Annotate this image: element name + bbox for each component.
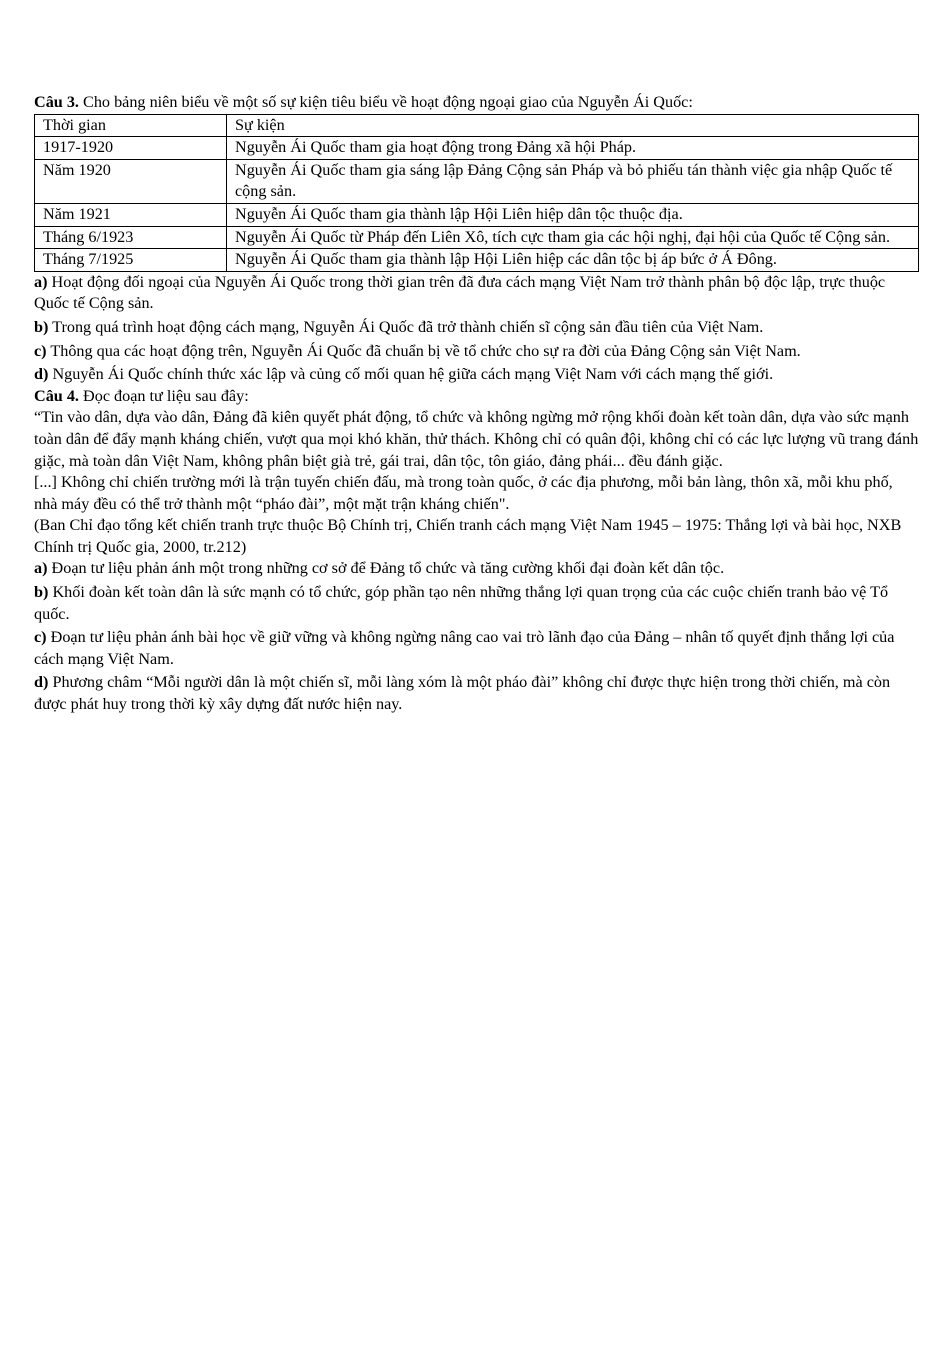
- question-3-label: Câu 3.: [34, 93, 79, 111]
- question-3-option-d: [34, 364, 920, 386]
- question-4-option-a: [34, 558, 920, 580]
- question-4-option-c: [34, 627, 920, 670]
- table-cell-time: 1917-1920: [35, 137, 227, 160]
- quote-source: (Ban Chỉ đạo tổng kết chiến tranh trực thuộc Bộ Chính trị, Chiến tranh cách mạng Việt Nam 1945 – 1975: Thắng lợi và bài học, NXB Chính trị Quốc gia, 2000, tr.212): [34, 516, 902, 556]
- option-label: a): [34, 559, 48, 578]
- option-text: Khối đoàn kết toàn dân là sức mạnh có tổ chức, góp phần tạo nên những thắng lợi quan trọng của các cuộc chiến tranh bảo vệ Tổ quốc.: [34, 583, 889, 623]
- table-row: [35, 137, 919, 160]
- question-3-option-a: [34, 272, 920, 315]
- question-4-option-b: [34, 582, 920, 625]
- table-header-time: Thời gian: [35, 114, 227, 137]
- table-cell-event: Nguyễn Ái Quốc tham gia thành lập Hội Liên hiệp dân tộc thuộc địa.: [227, 203, 919, 226]
- option-text: Phương châm “Mỗi người dân là một chiến sĩ, mỗi làng xóm là một pháo đài” không chỉ được thực hiện trong thời chiến, mà còn được phát huy trong thời kỳ xây dựng đất nước hiện nay.: [34, 673, 891, 714]
- table-cell-event: Nguyễn Ái Quốc tham gia sáng lập Đảng Cộng sản Pháp và bỏ phiếu tán thành việc gia nhập Quốc tế cộng sản.: [227, 159, 919, 203]
- option-text: Đoạn tư liệu phản ánh một trong những cơ sở để Đảng tổ chức và tăng cường khối đại đoàn kết dân tộc.: [47, 559, 725, 578]
- option-text: Trong quá trình hoạt động cách mạng, Nguyễn Ái Quốc đã trở thành chiến sĩ cộng sản đầu tiên của Việt Nam.: [48, 317, 764, 336]
- question-4-heading: [34, 386, 920, 408]
- table-cell-event: Nguyễn Ái Quốc tham gia hoạt động trong Đảng xã hội Pháp.: [227, 137, 919, 160]
- option-label: a): [34, 272, 48, 291]
- table-row: [35, 249, 919, 272]
- chronology-table: [34, 114, 919, 272]
- question-3-option-c: [34, 341, 920, 363]
- option-text: Nguyễn Ái Quốc chính thức xác lập và củng cố mối quan hệ giữa cách mạng Việt Nam với cách mạng thế giới.: [48, 365, 774, 384]
- option-text: Hoạt động đối ngoại của Nguyễn Ái Quốc trong thời gian trên đã đưa cách mạng Việt Nam trở thành phân bộ độc lập, trực thuộc Quốc tế Cộng sản.: [34, 272, 886, 313]
- question-3-option-b: [34, 317, 920, 339]
- table-row: [35, 159, 919, 203]
- table-header-event: Sự kiện: [227, 114, 919, 137]
- table-cell-time: Năm 1920: [35, 159, 227, 203]
- table-row: [35, 203, 919, 226]
- question-4-intro: Đọc đoạn tư liệu sau đây:: [78, 386, 249, 405]
- table-cell-time: Tháng 7/1925: [35, 249, 227, 272]
- table-header-row: [35, 114, 919, 137]
- option-text: Thông qua các hoạt động trên, Nguyễn Ái Quốc đã chuẩn bị về tổ chức cho sự ra đời của Đảng Cộng sản Việt Nam.: [46, 341, 801, 360]
- quote-paragraph-1: “Tin vào dân, dựa vào dân, Đảng đã kiên quyết phát động, tổ chức và không ngừng mở rộng khối đoàn kết toàn dân, dựa vào sức mạnh toàn dân để đẩy mạnh kháng chiến, vượt qua mọi khó khăn, thử thách. Không chỉ có quân đội, không chỉ có các lực lượng vũ trang đánh giặc, mà toàn dân Việt Nam, không phân biệt già trẻ, gái trai, dân tộc, tôn giáo, đảng phái... đều đánh giặc.: [34, 408, 919, 470]
- option-label: d): [34, 673, 49, 692]
- table-cell-time: Tháng 6/1923: [35, 226, 227, 249]
- option-label: b): [34, 317, 49, 336]
- option-text: Đoạn tư liệu phản ánh bài học về giữ vững và không ngừng nâng cao vai trò lãnh đạo của Đảng – nhân tố quyết định thắng lợi của cách mạng Việt Nam.: [34, 628, 895, 668]
- option-label: c): [34, 628, 47, 647]
- table-row: [35, 226, 919, 249]
- table-cell-time: Năm 1921: [35, 203, 227, 226]
- quote-paragraph-2: [...] Không chỉ chiến trường mới là trận tuyến chiến đấu, mà trong toàn quốc, ở các địa phương, mỗi bản làng, thôn xã, mỗi khu phố, nhà máy đều có thể trở thành một “pháo đài”, một mặt trận kháng chiến".: [34, 473, 893, 513]
- question-4-label: Câu 4.: [34, 386, 79, 405]
- question-4-option-d: [34, 672, 920, 715]
- question-3-heading: [34, 92, 920, 114]
- option-label: c): [34, 341, 47, 360]
- option-label: b): [34, 583, 49, 602]
- table-cell-event: Nguyễn Ái Quốc tham gia thành lập Hội Liên hiệp các dân tộc bị áp bức ở Á Đông.: [227, 249, 919, 272]
- document-page: [34, 92, 920, 716]
- table-cell-event: Nguyễn Ái Quốc từ Pháp đến Liên Xô, tích cực tham gia các hội nghị, đại hội của Quốc tế Cộng sản.: [227, 226, 919, 249]
- question-3-intro: Cho bảng niên biểu về một số sự kiện tiêu biểu về hoạt động ngoại giao của Nguyễn Ái Quốc:: [78, 93, 693, 111]
- option-label: d): [34, 365, 49, 384]
